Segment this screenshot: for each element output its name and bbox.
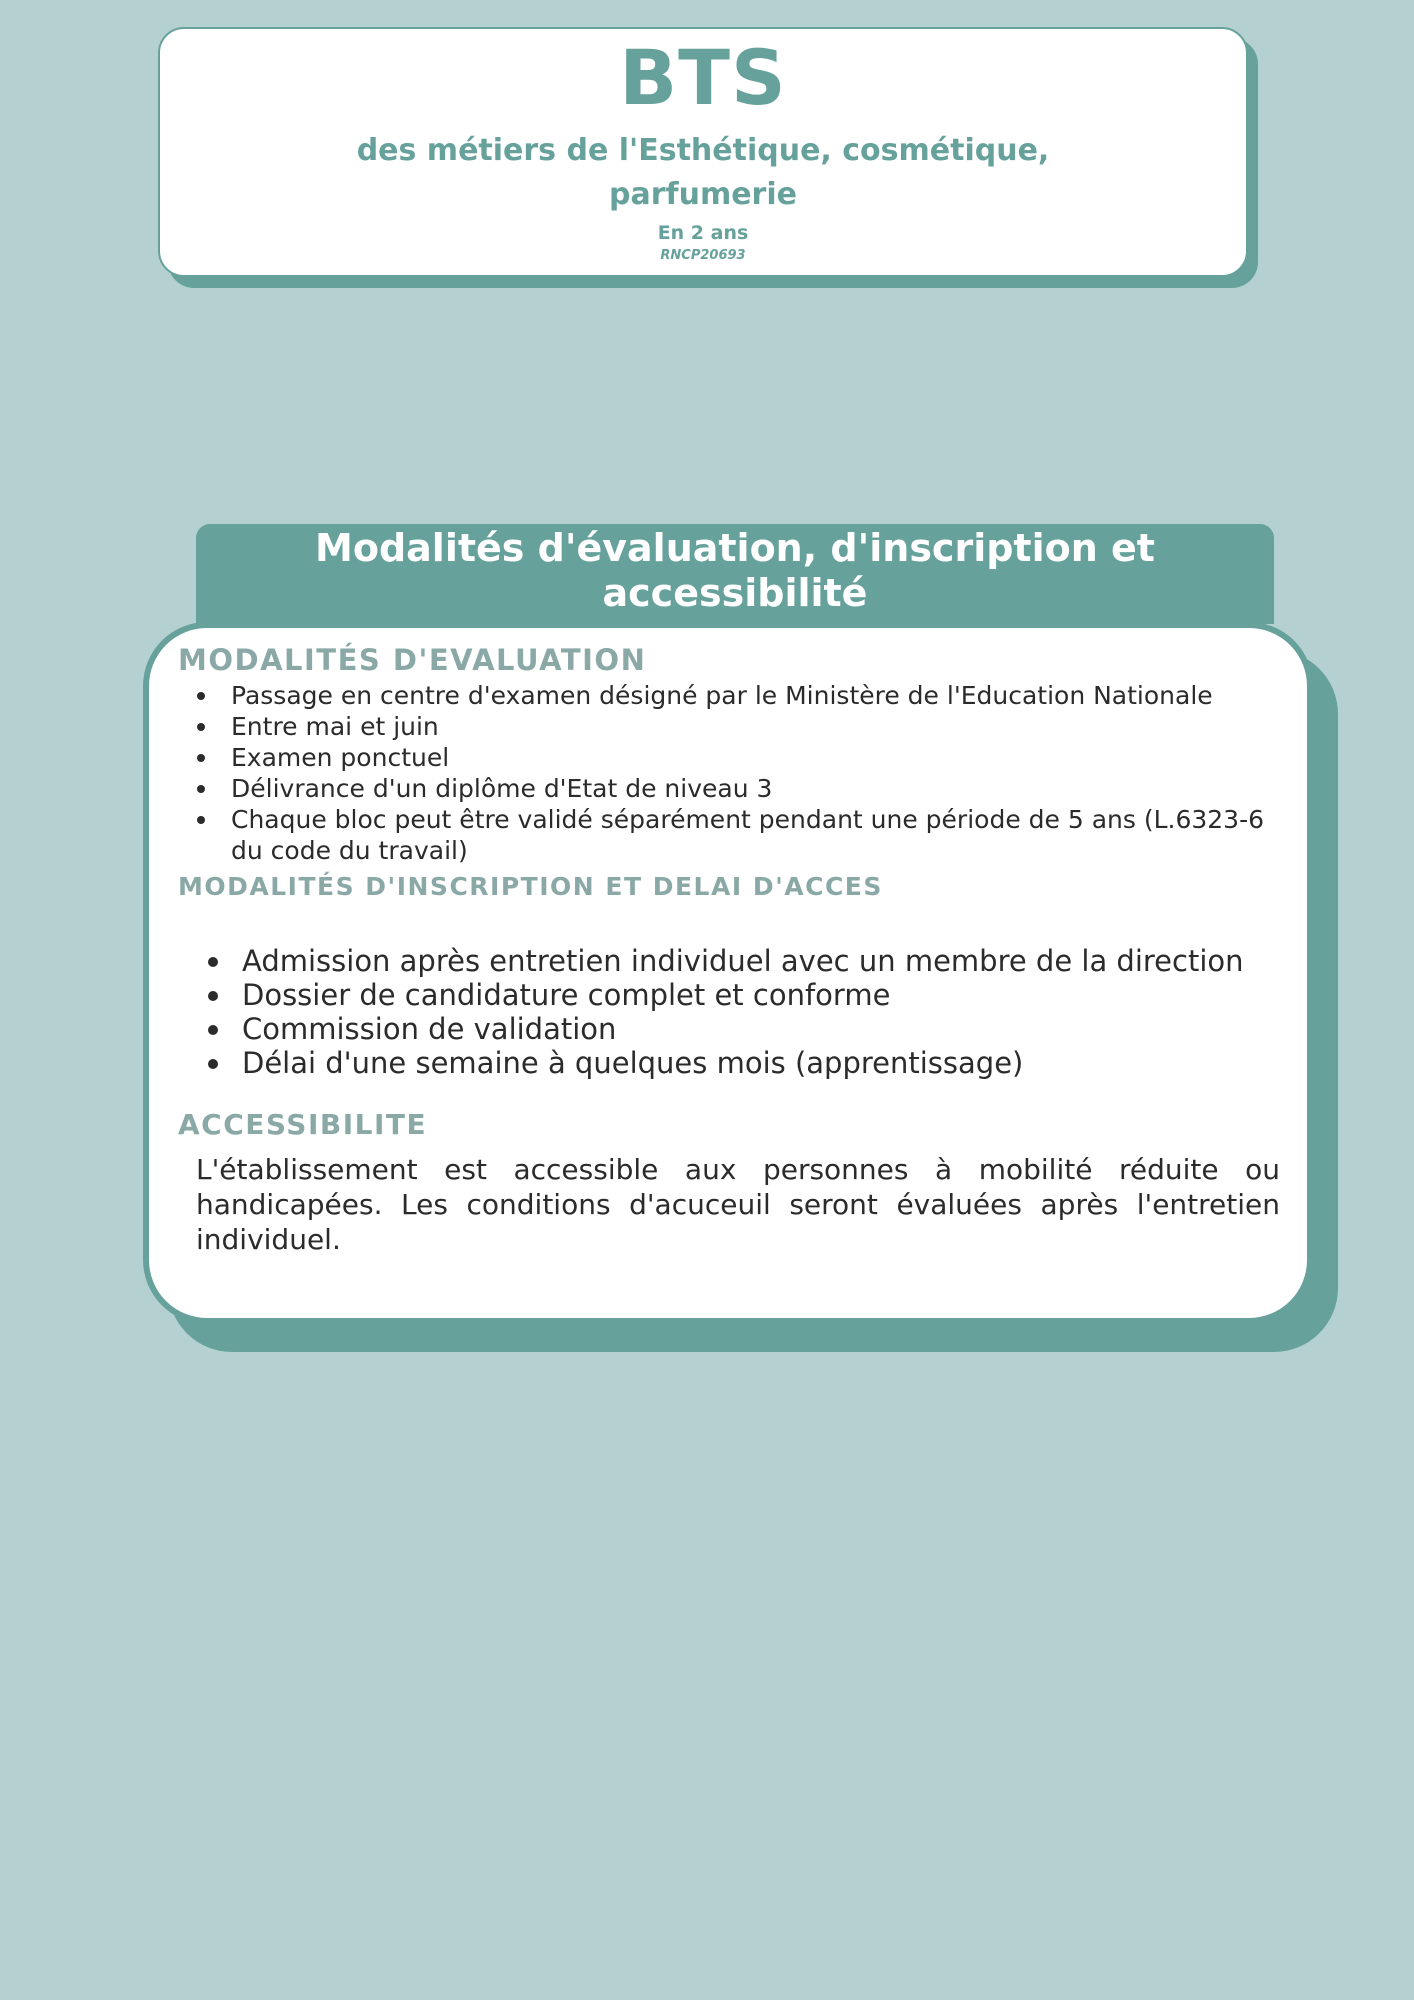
evaluation-list [178,680,1298,866]
program-subtitle: des métiers de l'Esthétique, cosmétique, parfumerie [356,133,1050,212]
evaluation-heading: MODALITÉS D'EVALUATION [178,643,647,677]
section-banner-line2: accessibilité [602,571,868,615]
list-item: Dossier de candidature complet et conforme [178,978,1298,1012]
page-title: BTS [619,33,787,122]
list-item: Délivrance d'un diplôme d'Etat de niveau 3 [178,773,1298,804]
list-item: Délai d'une semaine à quelques mois (apprentissage) [178,1046,1298,1080]
list-item: Admission après entretien individuel avec un membre de la direction [178,944,1298,978]
rncp-code: RNCP20693 [660,248,746,263]
inscription-list [178,944,1298,1080]
list-item: Passage en centre d'examen désigné par le Ministère de l'Education Nationale [178,680,1298,711]
header-card [158,27,1248,277]
accessibility-text: L'établissement est accessible aux personnes à mobilité réduite ou handicapées. Les conditions d'acuceuil seront évaluées après l'entretien individuel. [196,1153,1280,1256]
program-duration: En 2 ans [657,222,749,244]
section-banner-line1: Modalités d'évaluation, d'inscription et [315,526,1155,570]
accessibility-heading: ACCESSIBILITE [178,1108,428,1141]
list-item: Examen ponctuel [178,742,1298,773]
list-item: Commission de validation [178,1012,1298,1046]
inscription-heading: MODALITÉS D'INSCRIPTION ET DELAI D'ACCES [178,872,883,901]
section-content [178,640,1298,1257]
section-banner [196,524,1274,624]
list-item: Entre mai et juin [178,711,1298,742]
list-item: Chaque bloc peut être validé séparément pendant une période de 5 ans (L.6323-6 du code du travail) [178,804,1298,866]
